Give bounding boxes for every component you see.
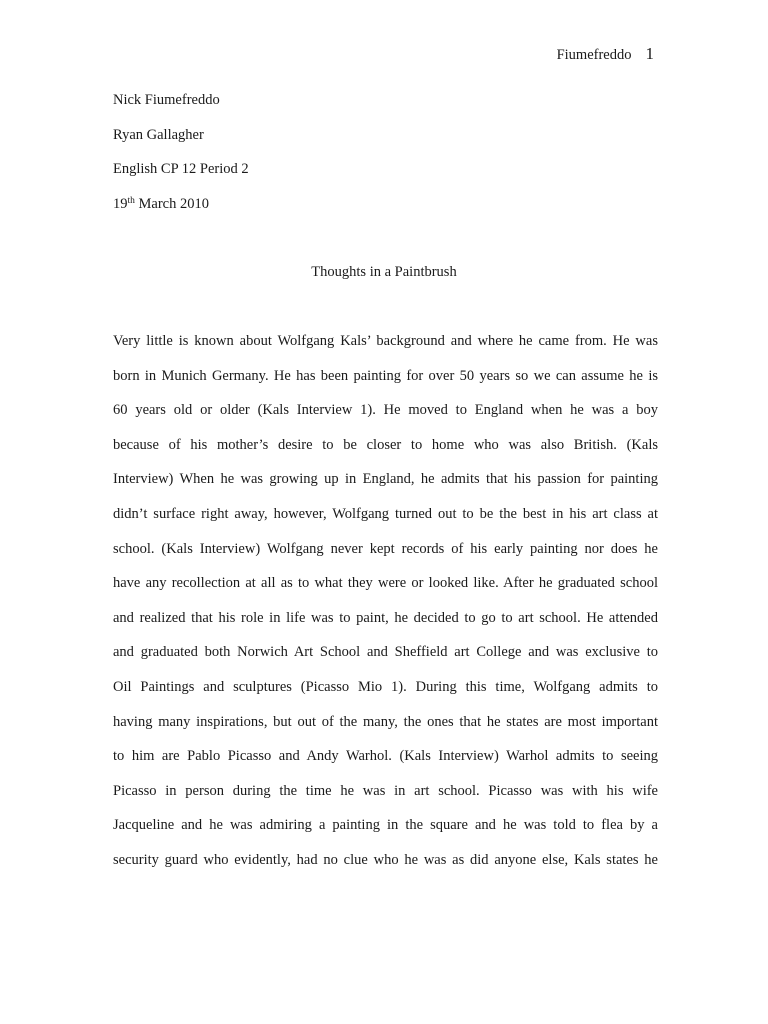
essay-date — [113, 194, 658, 229]
body-line: because of his mother’s desire to be closer to home who was also British. (Kals — [113, 436, 658, 453]
essay-body — [113, 331, 658, 885]
body-line: having many inspirations, but out of the many, the ones that he states are most important — [113, 713, 658, 730]
header-surname: Fiumefreddo — [556, 47, 632, 63]
essay-title: Thoughts in a Paintbrush — [311, 264, 457, 280]
body-line: and realized that his role in life was to paint, he decided to go to art school. He attended — [113, 609, 658, 626]
mla-heading — [113, 90, 658, 228]
body-line: school. (Kals Interview) Wolfgang never kept records of his early painting nor does he — [113, 540, 658, 557]
body-line: Very little is known about Wolfgang Kals’ background and where he came from. He was — [113, 333, 658, 349]
page-number: 1 — [645, 44, 654, 63]
date-month-year: March 2010 — [134, 195, 209, 212]
teacher-name: Ryan Gallagher — [113, 126, 204, 143]
body-line: Jacqueline and he was admiring a painting in the square and he was told to flea by a — [113, 817, 658, 834]
body-line: security guard who evidently, had no clue who he was as did anyone else, Kals states he — [113, 851, 658, 868]
student-name: Nick Fiumefreddo — [113, 92, 220, 108]
body-line: born in Munich Germany. He has been painting for over 50 years so we can assume he is — [113, 367, 658, 384]
date-ordinal-suffix: th — [127, 195, 135, 206]
body-line: Interview) When he was growing up in England, he admits that his passion for painting — [113, 471, 658, 488]
body-line: and graduated both Norwich Art School and Sheffield art College and was exclusive to — [113, 644, 658, 661]
body-line: have any recollection at all as to what they were or looked like. After he graduated school — [113, 575, 658, 592]
course-name: English CP 12 Period 2 — [113, 161, 249, 177]
body-line: 60 years old or older (Kals Interview 1). He moved to England when he was a boy — [113, 402, 658, 419]
date-day: 19 — [113, 195, 128, 212]
body-line: Picasso in person during the time he was in art school. Picasso was with his wife — [113, 782, 658, 799]
body-line: didn’t surface right away, however, Wolfgang turned out to be the best in his art class at — [113, 505, 658, 522]
body-line: to him are Pablo Picasso and Andy Warhol. (Kals Interview) Warhol admits to seeing — [113, 748, 658, 765]
body-line: Oil Paintings and sculptures (Picasso Mio 1). During this time, Wolfgang admits to — [113, 678, 658, 695]
running-header — [557, 44, 654, 65]
